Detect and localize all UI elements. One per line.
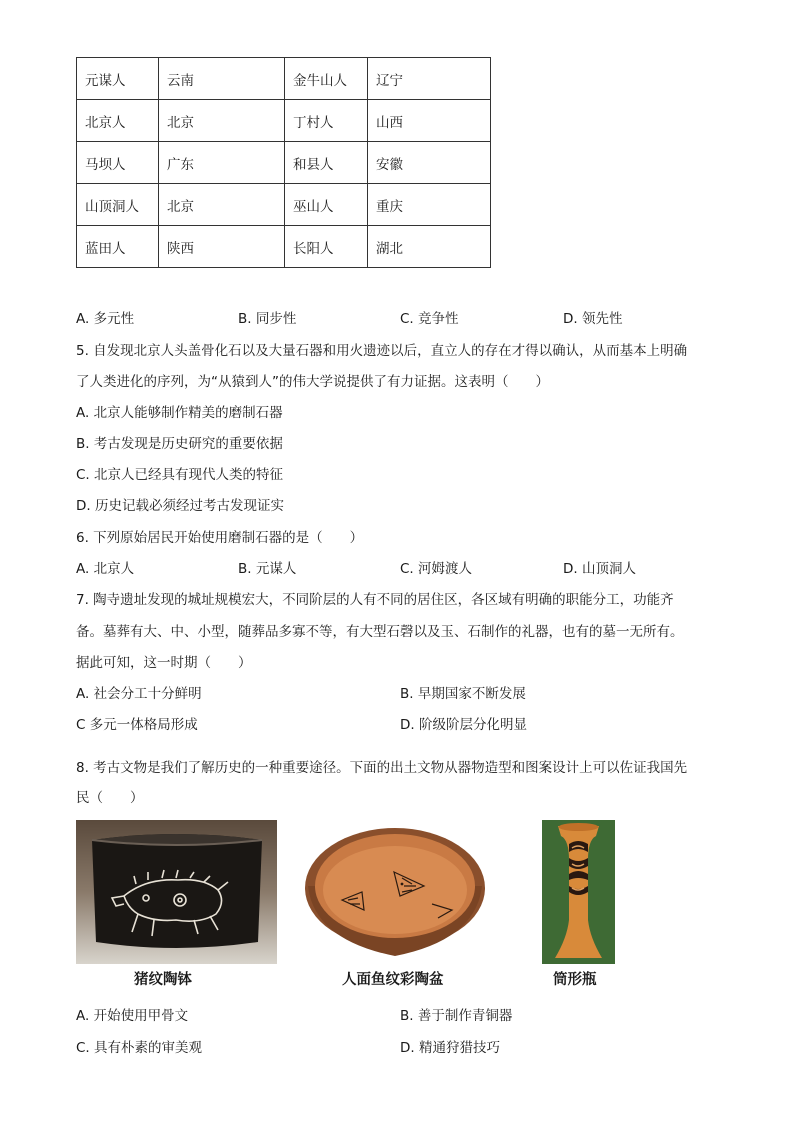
q6-option-b[interactable]: B. 元谋人	[238, 561, 297, 577]
table-row	[77, 184, 491, 226]
q8-stem-line-1: 8. 考古文物是我们了解历史的一种重要途径。下面的出土文物从器物造型和图案设计上可以佐证我国先	[76, 760, 688, 776]
table-row	[77, 142, 491, 184]
table-cell: 金牛山人	[285, 58, 368, 100]
q5-stem-line-2: 了人类进化的序列，为“从猿到人”的伟大学说提供了有力证据。这表明（ ）	[76, 374, 549, 390]
q4-option-c[interactable]: C. 竞争性	[400, 311, 459, 327]
table-cell: 和县人	[285, 142, 368, 184]
fish-pattern-basin-image	[302, 820, 488, 964]
table-cell: 山西	[368, 100, 491, 142]
table-cell: 安徽	[368, 142, 491, 184]
pig-pattern-bowl-image	[76, 820, 277, 964]
table-cell: 丁村人	[285, 100, 368, 142]
q5-option-a[interactable]: A. 北京人能够制作精美的磨制石器	[76, 405, 283, 421]
q4-option-b[interactable]: B. 同步性	[238, 311, 297, 327]
table-cell: 云南	[159, 58, 285, 100]
table-cell: 马坝人	[77, 142, 159, 184]
q6-stem: 6. 下列原始居民开始使用磨制石器的是（ ）	[76, 530, 364, 546]
q7-option-d[interactable]: D. 阶级阶层分化明显	[400, 717, 527, 733]
q6-option-a[interactable]: A. 北京人	[76, 561, 135, 577]
q5-option-d[interactable]: D. 历史记载必须经过考古发现证实	[76, 498, 284, 514]
table-cell: 辽宁	[368, 58, 491, 100]
table-row	[77, 226, 491, 268]
table-row	[77, 58, 491, 100]
table-cell: 元谋人	[77, 58, 159, 100]
q7-option-c[interactable]: C 多元一体格局形成	[76, 717, 198, 733]
table-row	[77, 100, 491, 142]
q7-stem-line-3: 据此可知，这一时期（ ）	[76, 655, 252, 671]
table-cell: 广东	[159, 142, 285, 184]
q5-option-c[interactable]: C. 北京人已经具有现代人类的特征	[76, 467, 284, 483]
table-cell: 重庆	[368, 184, 491, 226]
q4-option-a[interactable]: A. 多元性	[76, 311, 135, 327]
q7-stem-line-2: 备。墓葬有大、中、小型，随葬品多寡不等，有大型石磬以及玉、石制作的礼器，也有的墓一无所有。	[76, 624, 684, 640]
table-cell: 湖北	[368, 226, 491, 268]
caption-fish-basin: 人面鱼纹彩陶盆	[342, 971, 444, 988]
q8-option-a[interactable]: A. 开始使用甲骨文	[76, 1008, 189, 1024]
caption-pig-bowl: 猪纹陶钵	[134, 971, 192, 988]
table-cell: 蓝田人	[77, 226, 159, 268]
table-cell: 北京	[159, 184, 285, 226]
site-table	[76, 57, 491, 268]
q8-option-d[interactable]: D. 精通狩猎技巧	[400, 1040, 500, 1056]
q5-stem-line-1: 5. 自发现北京人头盖骨化石以及大量石器和用火遗迹以后，直立人的存在才得以确认，从而基本上明确	[76, 343, 688, 359]
q6-option-d[interactable]: D. 山顶洞人	[563, 561, 636, 577]
q7-option-a[interactable]: A. 社会分工十分鲜明	[76, 686, 202, 702]
caption-vase: 筒形瓶	[553, 971, 597, 988]
q8-stem-line-2: 民（ ）	[76, 790, 144, 806]
table-cell: 陕西	[159, 226, 285, 268]
table-cell: 北京	[159, 100, 285, 142]
table-cell: 长阳人	[285, 226, 368, 268]
table-cell: 巫山人	[285, 184, 368, 226]
table-cell: 北京人	[77, 100, 159, 142]
cylindrical-vase-image	[542, 820, 615, 964]
q8-option-c[interactable]: C. 具有朴素的审美观	[76, 1040, 203, 1056]
q8-option-b[interactable]: B. 善于制作青铜器	[400, 1008, 513, 1024]
q7-option-b[interactable]: B. 早期国家不断发展	[400, 686, 526, 702]
q7-stem-line-1: 7. 陶寺遗址发现的城址规模宏大，不同阶层的人有不同的居住区，各区域有明确的职能分工，功能齐	[76, 592, 674, 608]
q5-option-b[interactable]: B. 考古发现是历史研究的重要依据	[76, 436, 283, 452]
q4-option-d[interactable]: D. 领先性	[563, 311, 623, 327]
q6-option-c[interactable]: C. 河姆渡人	[400, 561, 473, 577]
table-cell: 山顶洞人	[77, 184, 159, 226]
